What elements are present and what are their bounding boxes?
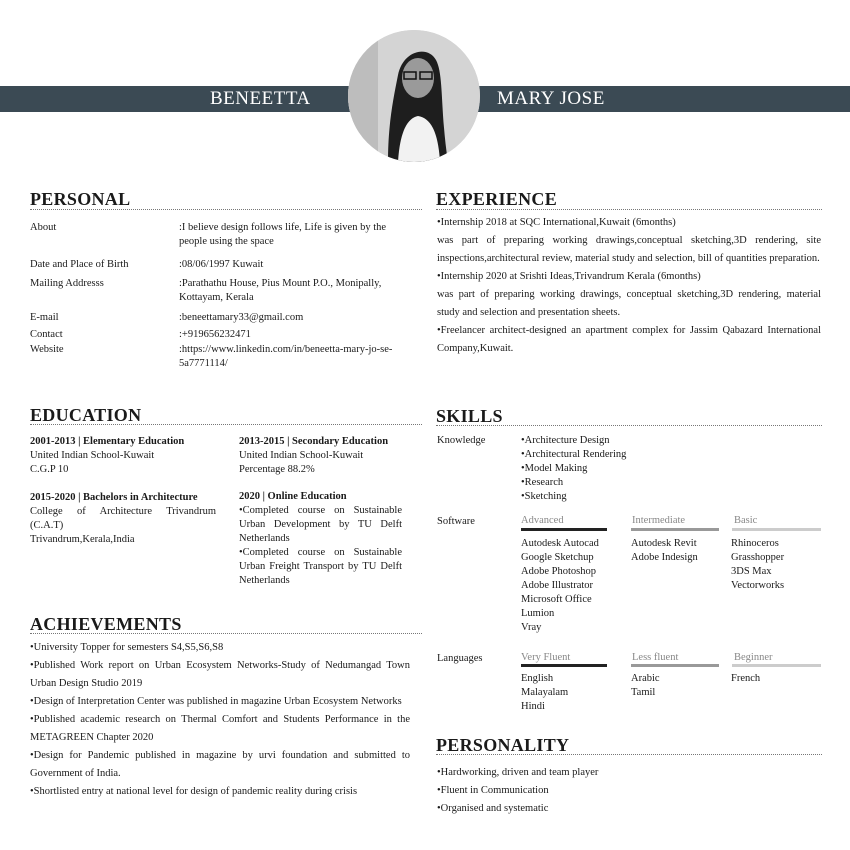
education-line: College of Architecture Trivandrum (C.A.T) — [30, 506, 216, 531]
email-value[interactable]: :beneettamary33@gmail.com — [179, 312, 304, 323]
software-intermediate-list — [631, 537, 698, 565]
first-name: BENEETTA — [210, 88, 311, 109]
software-label: Software — [437, 516, 475, 527]
languages-beginner-list — [731, 672, 760, 686]
education-line: Trivandrum,Kerala,India — [30, 534, 135, 545]
language-item: Arabic — [631, 673, 660, 684]
personality-item: •Fluent in Communication — [437, 785, 549, 796]
achievement-item: •Published academic research on Thermal Comfort and Students Performance in the METAGREEN Chapter 2020 — [30, 714, 410, 743]
knowledge-list — [521, 434, 626, 504]
knowledge-item: •Architectural Rendering — [521, 449, 627, 460]
languages-less-fluent-list — [631, 672, 660, 700]
experience-title: EXPERIENCE — [436, 189, 558, 209]
personality-item: •Organised and systematic — [437, 803, 549, 814]
level-beginner: Beginner — [734, 652, 773, 663]
divider — [30, 209, 422, 210]
level-bar-dark — [521, 664, 607, 667]
achievement-item: •Published Work report on Urban Ecosystem Networks-Study of Nedumangad Town Urban Design Studio 2019 — [30, 660, 410, 689]
knowledge-item: •Architecture Design — [521, 435, 610, 446]
website-label: Website — [30, 344, 64, 355]
level-bar-light — [732, 528, 821, 531]
achievement-item: •Design of Interpretation Center was published in magazine Urban Ecosystem Networks — [30, 696, 402, 707]
language-item: French — [731, 673, 761, 684]
level-basic: Basic — [734, 515, 758, 526]
software-item: Vectorworks — [731, 580, 785, 591]
experience-item: •Freelancer architect-designed an apartment complex for Jassim Qabazard International Company,Kuwait. — [437, 325, 821, 354]
knowledge-item: •Model Making — [521, 463, 588, 474]
level-bar-mid — [631, 528, 719, 531]
profile-photo — [348, 30, 480, 162]
divider — [436, 754, 822, 755]
education-heading: 2001-2013 | Elementary Education — [30, 436, 185, 447]
software-item: Vray — [521, 622, 542, 633]
email-label: E-mail — [30, 312, 59, 323]
software-item: Microsoft Office — [521, 594, 592, 605]
education-line: •Completed course on Sustainable Urban Development by TU Delft Netherlands — [239, 505, 402, 544]
dob-value: :08/06/1997 Kuwait — [179, 259, 264, 270]
software-item: Google Sketchup — [521, 552, 594, 563]
personal-title: PERSONAL — [30, 189, 131, 209]
knowledge-item: •Research — [521, 477, 564, 488]
education-item — [239, 435, 414, 477]
education-title: EDUCATION — [30, 405, 142, 425]
knowledge-item: •Sketching — [521, 491, 567, 502]
achievements-list — [30, 639, 410, 801]
level-bar-light — [732, 664, 821, 667]
language-item: Malayalam — [521, 687, 569, 698]
experience-item: was part of preparing working drawings, conceptual sketching,3D rendering, material study and selection and presentation sheets. — [437, 289, 821, 318]
language-item: English — [521, 673, 554, 684]
software-item: Grasshopper — [731, 552, 785, 563]
education-item — [30, 491, 216, 547]
dob-label: Date and Place of Birth — [30, 259, 129, 270]
language-item: Tamil — [631, 687, 656, 698]
languages-fluent-list — [521, 672, 568, 714]
education-line: Percentage 88.2% — [239, 464, 315, 475]
level-very-fluent: Very Fluent — [521, 652, 571, 663]
address-value: :Parathathu House, Pius Mount P.O., Monipally, Kottayam, Kerala — [179, 278, 382, 303]
level-advanced: Advanced — [521, 515, 564, 526]
divider — [30, 424, 422, 425]
experience-item: •Internship 2020 at Srishti Ideas,Trivandrum Kerala (6months) — [437, 271, 701, 282]
personality-title: PERSONALITY — [436, 735, 570, 755]
divider — [436, 209, 822, 210]
last-name: MARY JOSE — [497, 88, 605, 109]
software-item: Autodesk Revit — [631, 538, 697, 549]
level-bar-mid — [631, 664, 719, 667]
experience-list — [437, 214, 821, 358]
software-item: Adobe Photoshop — [521, 566, 596, 577]
address-label: Mailing Addresss — [30, 278, 104, 289]
contact-value: :+919656232471 — [179, 329, 251, 340]
software-advanced-list — [521, 537, 599, 635]
achievements-title: ACHIEVEMENTS — [30, 614, 182, 634]
languages-label: Languages — [437, 653, 483, 664]
website-value[interactable]: :https://www.linkedin.com/in/beneetta-mary-jo-se-5a7771114/ — [179, 344, 393, 369]
achievement-item: •University Topper for semesters S4,S5,S6,S8 — [30, 642, 224, 653]
software-item: Autodesk Autocad — [521, 538, 599, 549]
software-item: 3DS Max — [731, 566, 772, 577]
knowledge-label: Knowledge — [437, 435, 486, 446]
contact-label: Contact — [30, 329, 63, 340]
software-item: Adobe Illustrator — [521, 580, 594, 591]
personality-list — [437, 764, 817, 818]
about-label: About — [30, 222, 57, 233]
level-less-fluent: Less fluent — [632, 652, 679, 663]
software-item: Lumion — [521, 608, 555, 619]
achievement-item: •Design for Pandemic published in magazine by urvi foundation and submitted to Government of India. — [30, 750, 410, 779]
language-item: Hindi — [521, 701, 545, 712]
achievement-item: •Shortlisted entry at national level for design of pandemic reality during crisis — [30, 786, 358, 797]
education-item — [30, 435, 220, 477]
skills-title: SKILLS — [436, 406, 503, 426]
personality-item: •Hardworking, driven and team player — [437, 767, 599, 778]
software-item: Rhinoceros — [731, 538, 779, 549]
education-heading: 2013-2015 | Secondary Education — [239, 436, 389, 447]
experience-item: •Internship 2018 at SQC International,Kuwait (6months) — [437, 217, 676, 228]
software-basic-list — [731, 537, 784, 593]
education-item — [239, 490, 402, 588]
about-value: :I believe design follows life, Life is given by the people using the space — [179, 222, 387, 247]
education-line: C.G.P 10 — [30, 464, 69, 475]
education-line: United Indian School-Kuwait — [30, 450, 155, 461]
level-bar-dark — [521, 528, 607, 531]
education-heading: 2020 | Online Education — [239, 491, 347, 502]
level-intermediate: Intermediate — [632, 515, 686, 526]
education-line: •Completed course on Sustainable Urban Freight Transport by TU Delft Netherlands — [239, 547, 402, 586]
education-heading: 2015-2020 | Bachelors in Architecture — [30, 492, 198, 503]
experience-item: was part of preparing working drawings,conceptual sketching,3D rendering, site inspections,architectural review, material study and selection, bill of quantities preparation. — [437, 235, 821, 264]
education-line: United Indian School-Kuwait — [239, 450, 364, 461]
divider — [436, 425, 822, 426]
divider — [30, 633, 422, 634]
software-item: Adobe Indesign — [631, 552, 698, 563]
